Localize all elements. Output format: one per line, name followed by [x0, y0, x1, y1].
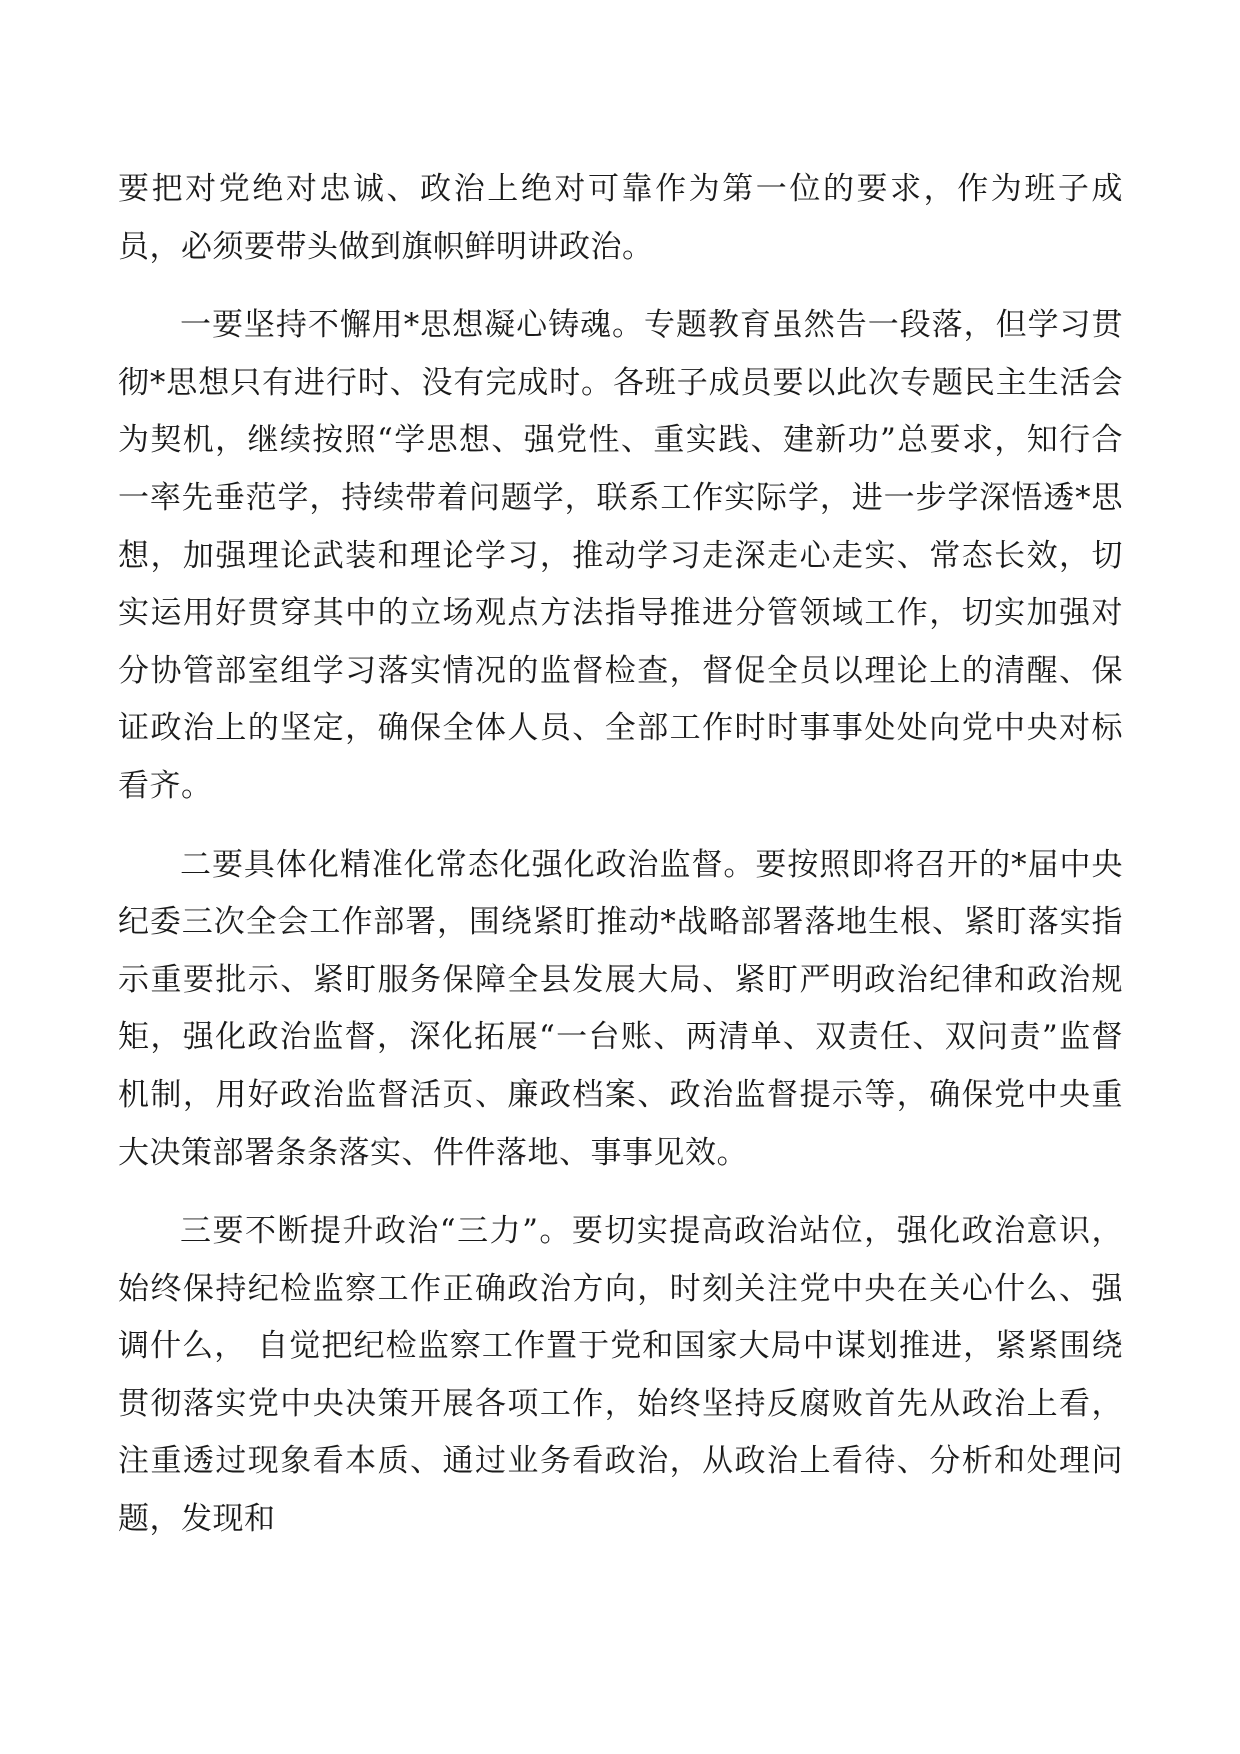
paragraph-point-one: 一要坚持不懈用*思想凝心铸魂。专题教育虽然告一段落，但学习贯彻*思想只有进行时、没有完成时。各班子成员要以此次专题民主生活会为契机，继续按照“学思想、强党性、重实践、建新功”总要求，知行合一率先垂范学，持续带着问题学，联系工作实际学，进一步学深悟透*思想，加强理论武装和理论学习，推动学习走深走心走实、常态长效，切实运用好贯穿其中的立场观点方法指导推进分管领域工作，切实加强对分协管部室组学习落实情况的监督检查，督促全员以理论上的清醒、保证政治上的坚定，确保全体人员、全部工作时时事事处处向党中央对标看齐。: [118, 307, 1123, 804]
document-body: [118, 161, 1123, 1549]
paragraph-continuation: 要把对党绝对忠诚、政治上绝对可靠作为第一位的要求，作为班子成员，必须要带头做到旗帜鲜明讲政治。: [118, 171, 1123, 265]
paragraph-point-two: 二要具体化精准化常态化强化政治监督。要按照即将召开的*届中央纪委三次全会工作部署，围绕紧盯推动*战略部署落地生根、紧盯落实指示重要批示、紧盯服务保障全县发展大局、紧盯严明政治纪律和政治规矩，强化政治监督，深化拓展“一台账、两清单、双责任、双问责”监督机制，用好政治监督活页、廉政档案、政治监督提示等，确保党中央重大决策部署条条落实、件件落地、事事见效。: [118, 846, 1123, 1171]
paragraph-point-three: 三要不断提升政治“三力”。要切实提高政治站位，强化政治意识，始终保持纪检监察工作正确政治方向，时刻关注党中央在关心什么、强调什么， 自觉把纪检监察工作置于党和国家大局中谋划推进，紧紧围绕贯彻落实党中央决策开展各项工作，始终坚持反腐败首先从政治上看，注重透过现象看本质、通过业务看政治，从政治上看待、分析和处理问题，发现和: [118, 1213, 1123, 1538]
